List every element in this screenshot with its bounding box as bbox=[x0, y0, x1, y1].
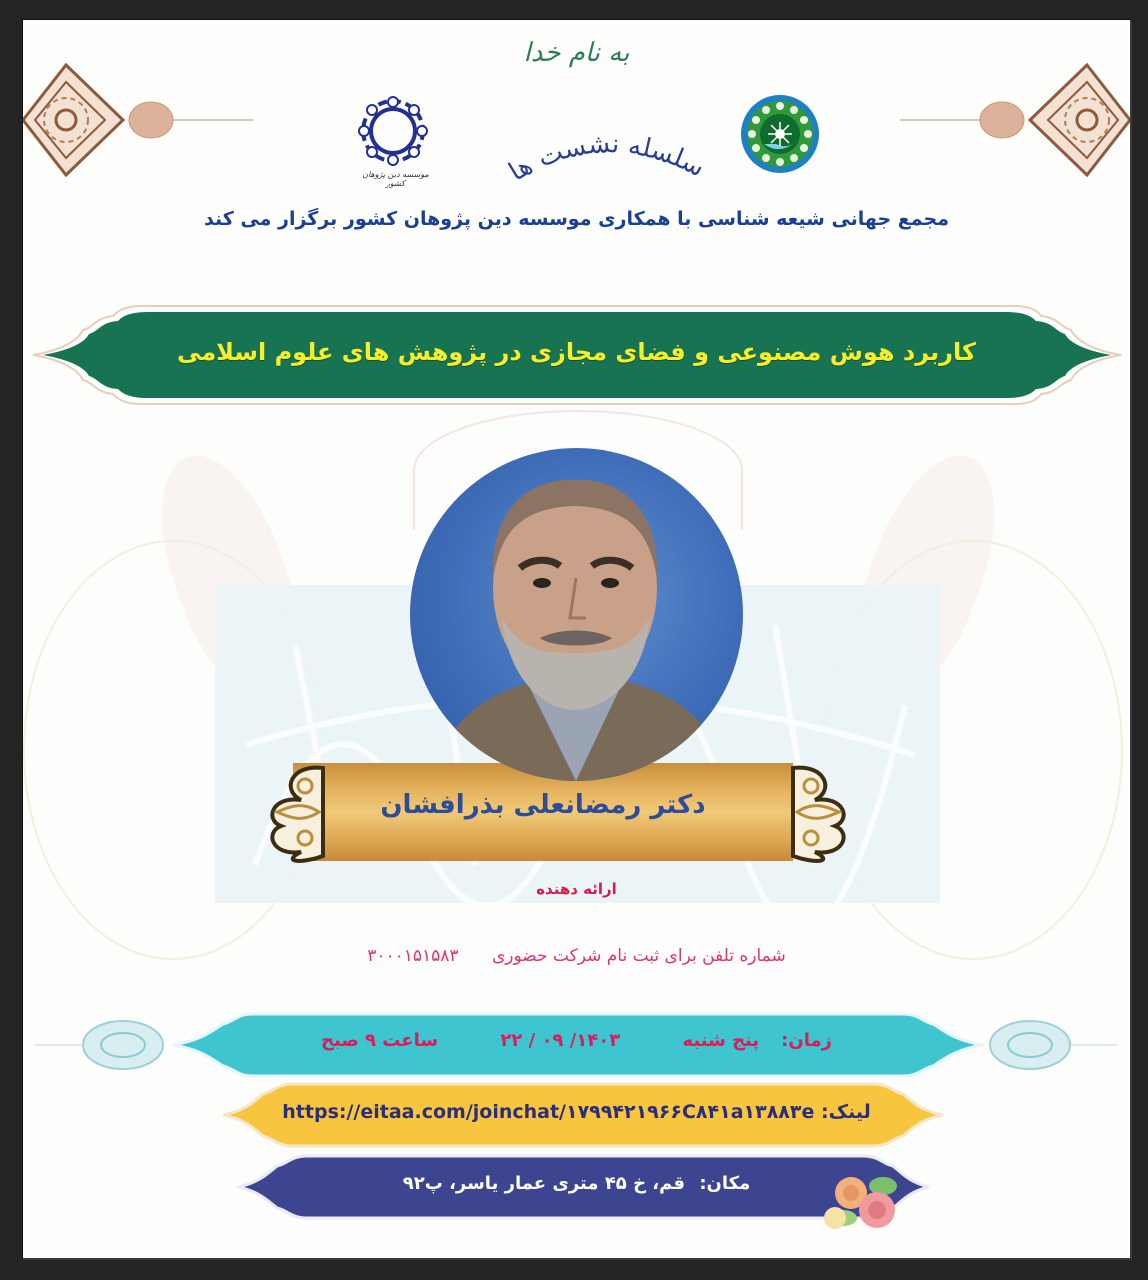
time-label: زمان: bbox=[781, 1030, 832, 1051]
time-info bbox=[23, 1030, 1130, 1051]
frame-border-bottom bbox=[23, 1258, 1132, 1260]
place-label: مکان: bbox=[699, 1173, 751, 1194]
speaker-role: ارائه دهنده bbox=[536, 880, 617, 898]
time-hour: ساعت ۹ صبح bbox=[321, 1030, 439, 1051]
speaker-name: دکتر رمضانعلی بذرافشان bbox=[380, 790, 706, 820]
event-title: کاربرد هوش مصنوعی و فضای مجازی در پژوهش های علوم اسلامی bbox=[177, 338, 976, 366]
place-info bbox=[23, 1173, 1130, 1194]
ornament-banner-right bbox=[785, 760, 855, 864]
time-day: پنج شنبه bbox=[682, 1030, 760, 1051]
organizer-line: مجمع جهانی شیعه شناسی با همکاری موسسه دین پژوهان کشور برگزار می کند bbox=[204, 208, 949, 230]
time-date: ۱۴۰۳/ ۰۹ / ۲۲ bbox=[500, 1030, 621, 1051]
bismillah-heading: به نام خدا bbox=[523, 38, 630, 68]
series-title-arc bbox=[453, 120, 753, 200]
logo-left-caption: موسسه دین پژوهان کشور bbox=[362, 170, 429, 188]
link-label: لینک: bbox=[821, 1101, 871, 1123]
series-title-text: سلسله نشست ها bbox=[503, 129, 710, 188]
ornament-top-left bbox=[23, 60, 253, 180]
frame-border-right bbox=[1130, 20, 1132, 1260]
registration-phone: ۳۰۰۰۱۵۱۵۸۳ bbox=[367, 946, 459, 966]
link-info bbox=[23, 1101, 1130, 1123]
speaker-portrait bbox=[410, 448, 743, 781]
svg-text:سلسله نشست ها bbox=[504, 129, 710, 188]
registration-label: شماره تلفن برای ثبت نام شرکت حضوری bbox=[491, 946, 786, 966]
place-address: قم، خ ۴۵ متری عمار یاسر، پ۹۲ bbox=[402, 1173, 686, 1194]
ornament-top-right bbox=[900, 60, 1130, 180]
registration-line bbox=[23, 946, 1130, 966]
event-poster bbox=[23, 20, 1130, 1258]
joinchat-link[interactable]: https://eitaa.com/joinchat/۱۷۹۹۴۲۱۹۶۶C۸۴۱a۱۳۸۸۳e bbox=[282, 1101, 815, 1123]
dinpajoohan-logo bbox=[358, 96, 428, 166]
